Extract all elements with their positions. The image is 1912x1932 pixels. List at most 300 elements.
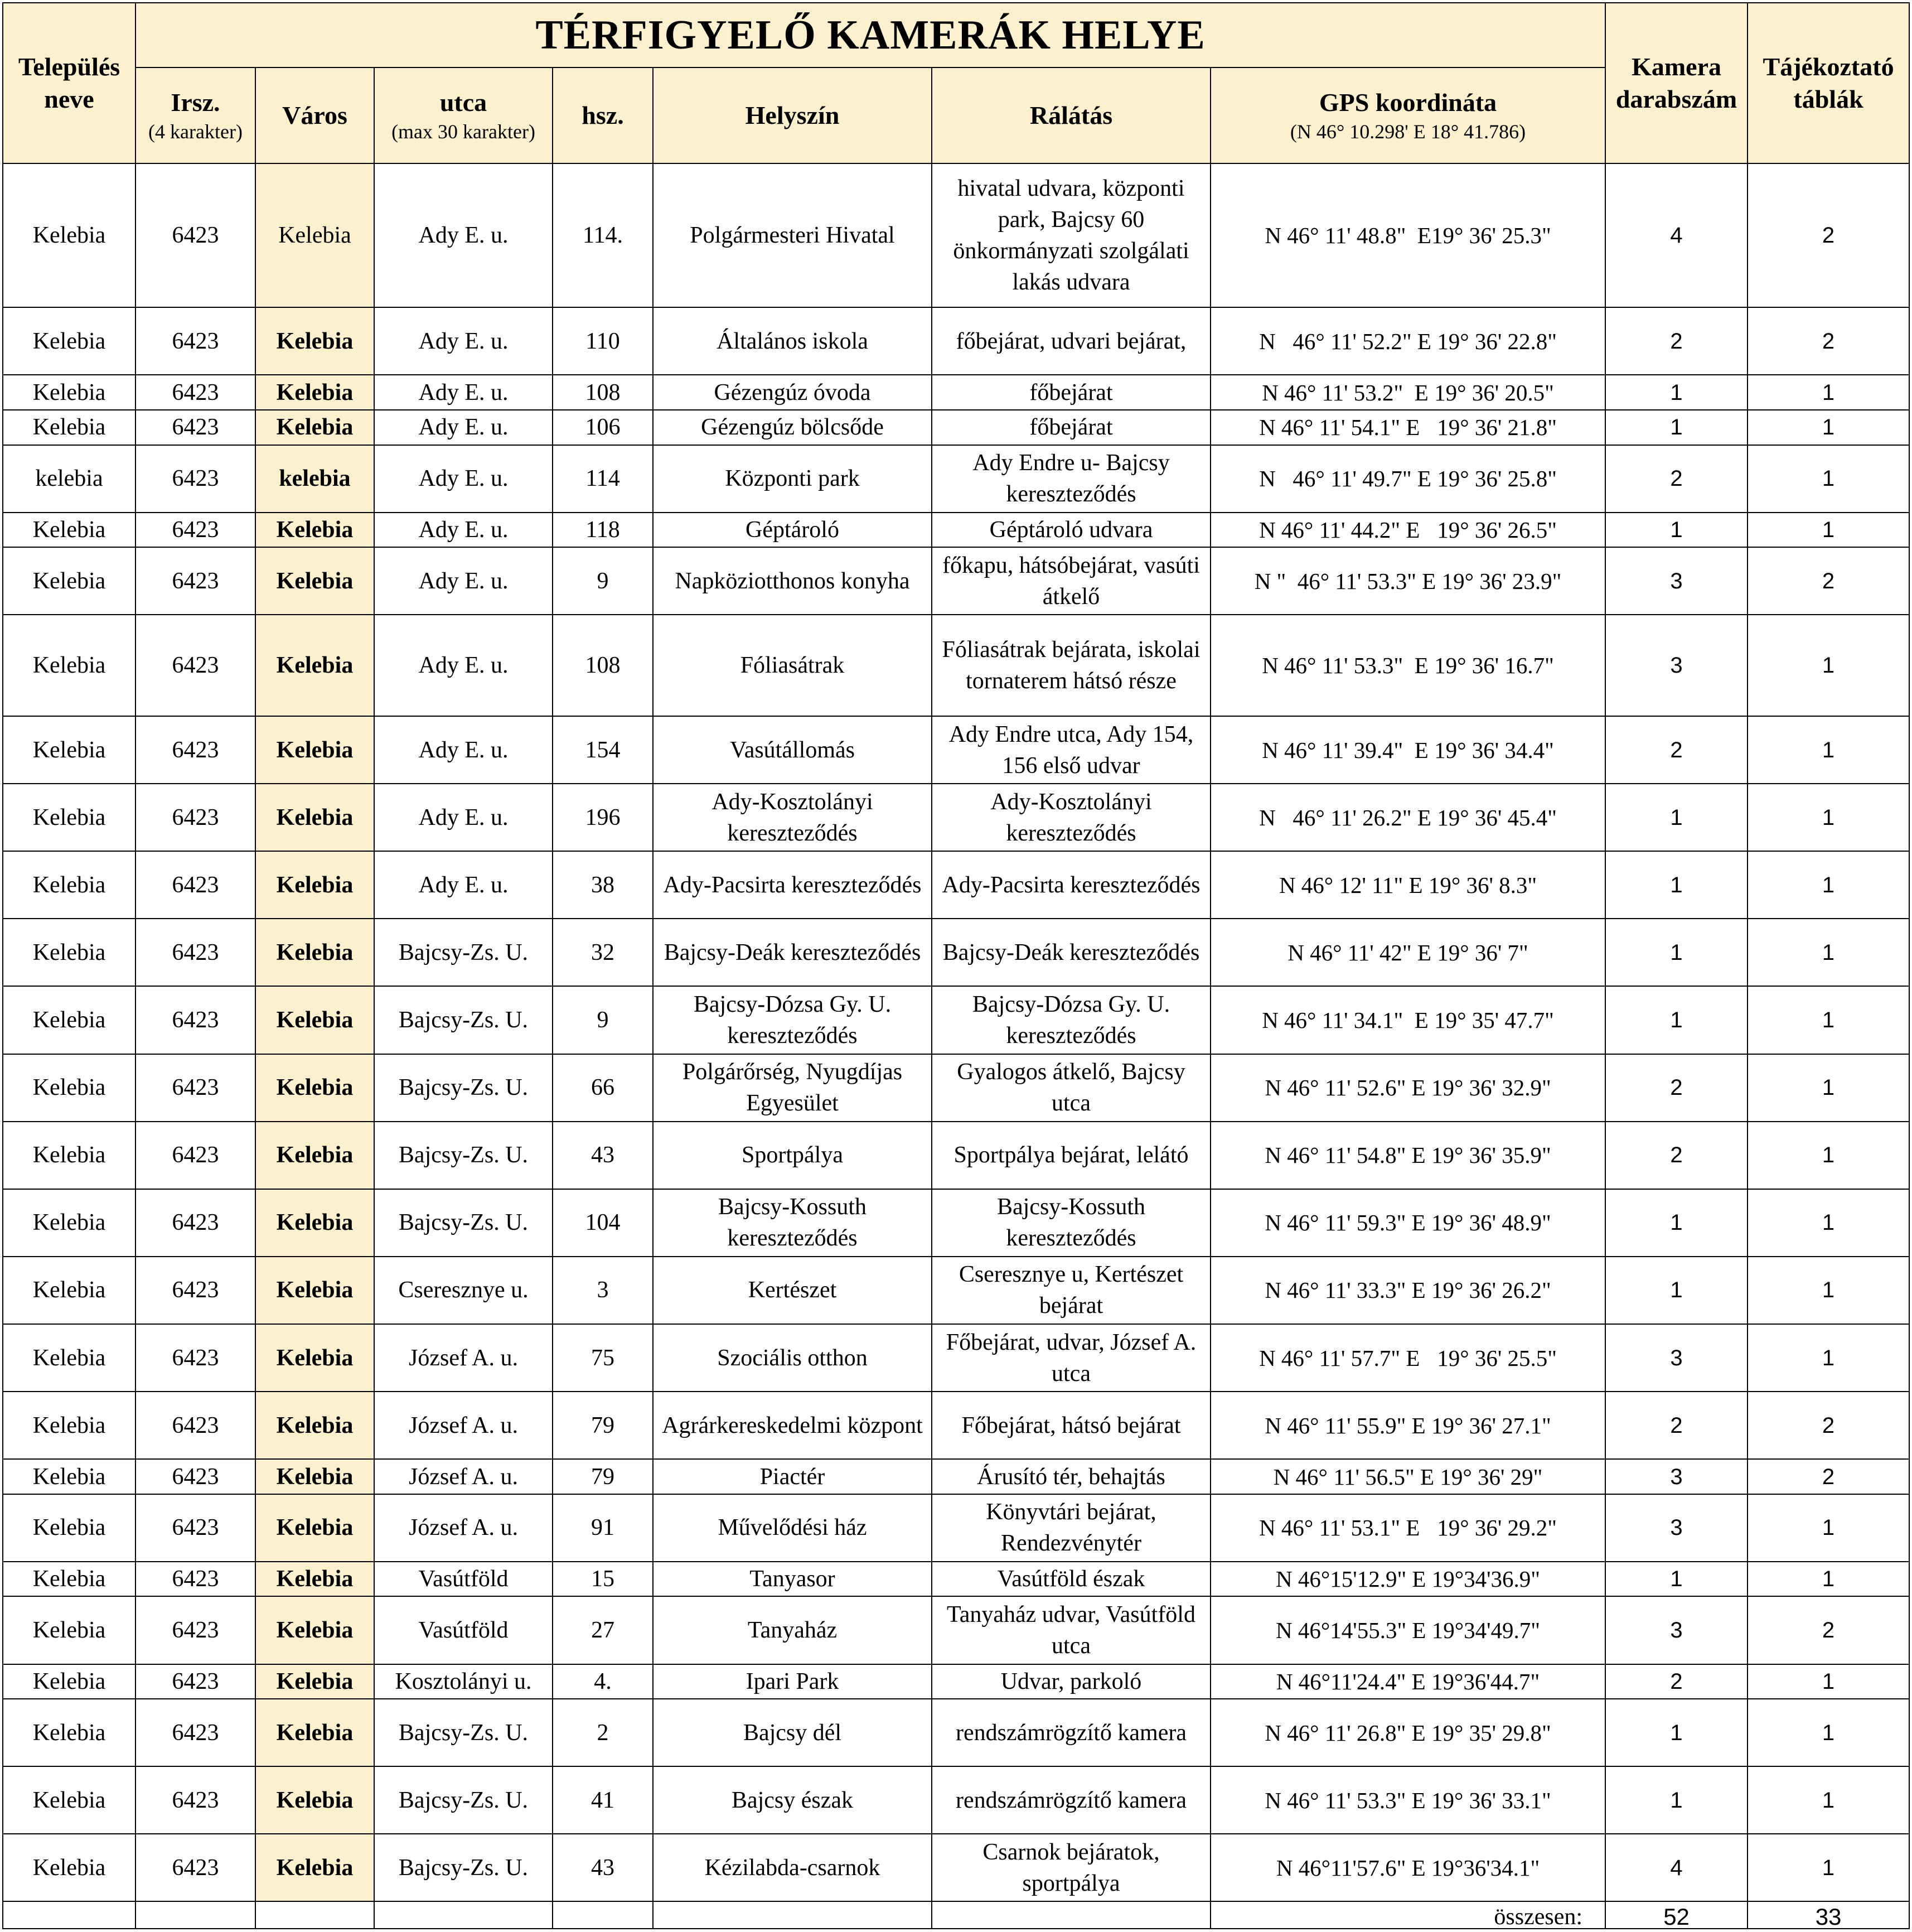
cell-ralatas: Bajcsy-Kossuth kereszteződés bbox=[932, 1189, 1211, 1257]
cell-helyszin: Tanyaház bbox=[653, 1596, 932, 1664]
cell-irsz: 6423 bbox=[135, 919, 255, 986]
table-row bbox=[3, 919, 1909, 986]
cell-varos: Kelebia bbox=[255, 1494, 374, 1562]
cell-utca: Bajcsy-Zs. U. bbox=[374, 986, 553, 1054]
table-row bbox=[3, 1189, 1909, 1257]
cell-ralatas: Főbejárat, hátsó bejárat bbox=[932, 1392, 1211, 1459]
cell-irsz: 6423 bbox=[135, 716, 255, 784]
cell-irsz: 6423 bbox=[135, 1562, 255, 1597]
cell-utca: József A. u. bbox=[374, 1392, 553, 1459]
cell-hsz: 106 bbox=[553, 410, 653, 445]
cell-ralatas: Ady-Kosztolányi kereszteződés bbox=[932, 784, 1211, 851]
cell-helyszin: Kertészet bbox=[653, 1257, 932, 1324]
cell-utca: József A. u. bbox=[374, 1459, 553, 1494]
cell-hsz: 15 bbox=[553, 1562, 653, 1597]
cell-telepules: Kelebia bbox=[3, 547, 135, 615]
cell-gps: N 46° 11' 52.6" E 19° 36' 32.9" bbox=[1211, 1054, 1605, 1122]
cell-irsz: 6423 bbox=[135, 1834, 255, 1901]
table-row bbox=[3, 1562, 1909, 1597]
totals-row bbox=[3, 1901, 1909, 1929]
cell-ralatas: főkapu, hátsóbejárat, vasúti átkelő bbox=[932, 547, 1211, 615]
col-header-varos: Város bbox=[255, 67, 374, 163]
cell-varos: Kelebia bbox=[255, 307, 374, 375]
cell-hsz: 79 bbox=[553, 1459, 653, 1494]
cell-tablak: 1 bbox=[1748, 1122, 1909, 1189]
cell-gps: N 46°11'24.4" E 19°36'44.7" bbox=[1211, 1664, 1605, 1699]
table-row bbox=[3, 615, 1909, 716]
table-row bbox=[3, 1122, 1909, 1189]
cell-irsz: 6423 bbox=[135, 1324, 255, 1392]
cell-tablak: 1 bbox=[1748, 1766, 1909, 1834]
cell-gps: N 46° 11' 34.1" E 19° 35' 47.7" bbox=[1211, 986, 1605, 1054]
cell-helyszin: Polgárőrség, Nyugdíjas Egyesület bbox=[653, 1054, 932, 1122]
cell-telepules: Kelebia bbox=[3, 163, 135, 307]
empty-cell bbox=[3, 1901, 135, 1929]
cell-helyszin: Művelődési ház bbox=[653, 1494, 932, 1562]
cell-irsz: 6423 bbox=[135, 784, 255, 851]
cell-hsz: 154 bbox=[553, 716, 653, 784]
cell-helyszin: Bajcsy dél bbox=[653, 1699, 932, 1766]
cell-gps: N 46° 11' 52.2" E 19° 36' 22.8" bbox=[1211, 307, 1605, 375]
cell-irsz: 6423 bbox=[135, 1766, 255, 1834]
table-row bbox=[3, 375, 1909, 410]
cell-hsz: 38 bbox=[553, 851, 653, 919]
table-row bbox=[3, 163, 1909, 307]
cell-gps: N 46° 11' 55.9" E 19° 36' 27.1" bbox=[1211, 1392, 1605, 1459]
col-header-kamera: Kamera darabszám bbox=[1605, 3, 1748, 163]
cell-telepules: Kelebia bbox=[3, 1324, 135, 1392]
cell-varos: Kelebia bbox=[255, 1189, 374, 1257]
cell-utca: Ady E. u. bbox=[374, 513, 553, 548]
col-header-utca-note: (max 30 karakter) bbox=[391, 120, 535, 143]
cell-gps: N 46° 11' 48.8" E19° 36' 25.3" bbox=[1211, 163, 1605, 307]
table-row bbox=[3, 716, 1909, 784]
cell-tablak: 2 bbox=[1748, 307, 1909, 375]
cell-telepules: Kelebia bbox=[3, 307, 135, 375]
table-row bbox=[3, 1766, 1909, 1834]
cell-hsz: 3 bbox=[553, 1257, 653, 1324]
cell-irsz: 6423 bbox=[135, 1494, 255, 1562]
cell-utca: Bajcsy-Zs. U. bbox=[374, 1834, 553, 1901]
cell-kamera: 1 bbox=[1605, 410, 1748, 445]
cell-gps: N 46° 11' 56.5" E 19° 36' 29" bbox=[1211, 1459, 1605, 1494]
cell-utca: Bajcsy-Zs. U. bbox=[374, 1699, 553, 1766]
cell-irsz: 6423 bbox=[135, 410, 255, 445]
cell-gps: N 46° 11' 59.3" E 19° 36' 48.9" bbox=[1211, 1189, 1605, 1257]
cell-gps: N 46° 11' 54.1" E 19° 36' 21.8" bbox=[1211, 410, 1605, 445]
cell-ralatas: Cseresznye u, Kertészet bejárat bbox=[932, 1257, 1211, 1324]
col-header-ralatas: Rálátás bbox=[932, 67, 1211, 163]
cell-tablak: 1 bbox=[1748, 1257, 1909, 1324]
cell-irsz: 6423 bbox=[135, 163, 255, 307]
cell-hsz: 4. bbox=[553, 1664, 653, 1699]
cell-kamera: 1 bbox=[1605, 851, 1748, 919]
cell-hsz: 118 bbox=[553, 513, 653, 548]
cell-gps: N 46° 11' 49.7" E 19° 36' 25.8" bbox=[1211, 445, 1605, 513]
cell-gps: N 46° 11' 53.2" E 19° 36' 20.5" bbox=[1211, 375, 1605, 410]
cell-utca: Ady E. u. bbox=[374, 547, 553, 615]
cell-telepules: Kelebia bbox=[3, 1664, 135, 1699]
cell-irsz: 6423 bbox=[135, 1392, 255, 1459]
cell-telepules: Kelebia bbox=[3, 716, 135, 784]
cell-utca: Ady E. u. bbox=[374, 307, 553, 375]
cell-ralatas: Sportpálya bejárat, lelátó bbox=[932, 1122, 1211, 1189]
cell-telepules: Kelebia bbox=[3, 784, 135, 851]
cell-ralatas: Bajcsy-Dózsa Gy. U. kereszteződés bbox=[932, 986, 1211, 1054]
cell-varos: Kelebia bbox=[255, 547, 374, 615]
col-header-utca bbox=[374, 67, 553, 163]
cell-gps: N 46°14'55.3" E 19°34'49.7" bbox=[1211, 1596, 1605, 1664]
cell-kamera: 2 bbox=[1605, 1054, 1748, 1122]
table-row bbox=[3, 1834, 1909, 1901]
cell-telepules: Kelebia bbox=[3, 1766, 135, 1834]
cell-gps: N 46° 11' 54.8" E 19° 36' 35.9" bbox=[1211, 1122, 1605, 1189]
cell-telepules: Kelebia bbox=[3, 1834, 135, 1901]
camera-locations-table bbox=[2, 2, 1910, 1929]
cell-kamera: 3 bbox=[1605, 1494, 1748, 1562]
col-header-helyszin: Helyszín bbox=[653, 67, 932, 163]
cell-ralatas: hivatal udvara, központi park, Bajcsy 60 önkormányzati szolgálati lakás udvara bbox=[932, 163, 1211, 307]
cell-tablak: 1 bbox=[1748, 851, 1909, 919]
cell-helyszin: Ady-Kosztolányi kereszteződés bbox=[653, 784, 932, 851]
cell-gps: N 46° 11' 26.2" E 19° 36' 45.4" bbox=[1211, 784, 1605, 851]
cell-telepules: Kelebia bbox=[3, 1392, 135, 1459]
col-header-gps bbox=[1211, 67, 1605, 163]
cell-utca: Bajcsy-Zs. U. bbox=[374, 1054, 553, 1122]
cell-varos: Kelebia bbox=[255, 1054, 374, 1122]
cell-hsz: 41 bbox=[553, 1766, 653, 1834]
cell-ralatas: Főbejárat, udvar, József A. utca bbox=[932, 1324, 1211, 1392]
cell-ralatas: rendszámrögzítő kamera bbox=[932, 1699, 1211, 1766]
cell-tablak: 2 bbox=[1748, 1459, 1909, 1494]
cell-hsz: 108 bbox=[553, 615, 653, 716]
col-header-gps-note: (N 46° 10.298' E 18° 41.786) bbox=[1290, 120, 1526, 143]
cell-irsz: 6423 bbox=[135, 1459, 255, 1494]
cell-kamera: 3 bbox=[1605, 1459, 1748, 1494]
empty-cell bbox=[374, 1901, 553, 1929]
cell-helyszin: Bajcsy-Kossuth kereszteződés bbox=[653, 1189, 932, 1257]
cell-kamera: 3 bbox=[1605, 1324, 1748, 1392]
cell-irsz: 6423 bbox=[135, 375, 255, 410]
cell-irsz: 6423 bbox=[135, 1257, 255, 1324]
cell-tablak: 1 bbox=[1748, 986, 1909, 1054]
cell-helyszin: Ady-Pacsirta kereszteződés bbox=[653, 851, 932, 919]
totals-kamera: 52 bbox=[1605, 1901, 1748, 1929]
cell-kamera: 3 bbox=[1605, 547, 1748, 615]
table-row bbox=[3, 1054, 1909, 1122]
cell-hsz: 43 bbox=[553, 1122, 653, 1189]
cell-utca: Ady E. u. bbox=[374, 716, 553, 784]
cell-telepules: Kelebia bbox=[3, 1122, 135, 1189]
cell-helyszin: Szociális otthon bbox=[653, 1324, 932, 1392]
cell-kamera: 1 bbox=[1605, 1562, 1748, 1597]
cell-utca: Vasútföld bbox=[374, 1562, 553, 1597]
cell-ralatas: Bajcsy-Deák kereszteződés bbox=[932, 919, 1211, 986]
cell-telepules: Kelebia bbox=[3, 1189, 135, 1257]
cell-utca: József A. u. bbox=[374, 1324, 553, 1392]
cell-tablak: 2 bbox=[1748, 547, 1909, 615]
cell-tablak: 2 bbox=[1748, 1596, 1909, 1664]
cell-varos: Kelebia bbox=[255, 513, 374, 548]
cell-utca: Bajcsy-Zs. U. bbox=[374, 919, 553, 986]
cell-varos: Kelebia bbox=[255, 1392, 374, 1459]
cell-helyszin: Kézilabda-csarnok bbox=[653, 1834, 932, 1901]
cell-hsz: 75 bbox=[553, 1324, 653, 1392]
cell-kamera: 4 bbox=[1605, 163, 1748, 307]
cell-gps: N 46° 11' 42" E 19° 36' 7" bbox=[1211, 919, 1605, 986]
cell-tablak: 1 bbox=[1748, 375, 1909, 410]
cell-kamera: 2 bbox=[1605, 1664, 1748, 1699]
table-body bbox=[3, 163, 1909, 1929]
table-row bbox=[3, 307, 1909, 375]
col-header-irsz bbox=[135, 67, 255, 163]
cell-telepules: Kelebia bbox=[3, 919, 135, 986]
cell-gps: N 46° 11' 57.7" E 19° 36' 25.5" bbox=[1211, 1324, 1605, 1392]
cell-tablak: 1 bbox=[1748, 1054, 1909, 1122]
cell-hsz: 2 bbox=[553, 1699, 653, 1766]
cell-utca: Ady E. u. bbox=[374, 410, 553, 445]
cell-ralatas: főbejárat, udvari bejárat, bbox=[932, 307, 1211, 375]
table-row bbox=[3, 1257, 1909, 1324]
cell-telepules: Kelebia bbox=[3, 1596, 135, 1664]
cell-varos: Kelebia bbox=[255, 1562, 374, 1597]
cell-helyszin: Gézengúz óvoda bbox=[653, 375, 932, 410]
cell-kamera: 3 bbox=[1605, 1596, 1748, 1664]
cell-hsz: 79 bbox=[553, 1392, 653, 1459]
cell-telepules: Kelebia bbox=[3, 410, 135, 445]
cell-helyszin: Ipari Park bbox=[653, 1664, 932, 1699]
cell-gps: N 46°15'12.9" E 19°34'36.9" bbox=[1211, 1562, 1605, 1597]
cell-varos: Kelebia bbox=[255, 1324, 374, 1392]
cell-irsz: 6423 bbox=[135, 445, 255, 513]
cell-tablak: 1 bbox=[1748, 1699, 1909, 1766]
table-row bbox=[3, 410, 1909, 445]
col-header-utca-label: utca bbox=[439, 88, 487, 117]
cell-hsz: 110 bbox=[553, 307, 653, 375]
cell-varos: Kelebia bbox=[255, 1766, 374, 1834]
cell-irsz: 6423 bbox=[135, 513, 255, 548]
cell-helyszin: Géptároló bbox=[653, 513, 932, 548]
cell-utca: Ady E. u. bbox=[374, 784, 553, 851]
cell-irsz: 6423 bbox=[135, 851, 255, 919]
table-header bbox=[3, 3, 1909, 163]
empty-cell bbox=[135, 1901, 255, 1929]
cell-telepules: Kelebia bbox=[3, 1257, 135, 1324]
cell-tablak: 2 bbox=[1748, 1392, 1909, 1459]
cell-tablak: 1 bbox=[1748, 716, 1909, 784]
cell-ralatas: Csarnok bejáratok, sportpálya bbox=[932, 1834, 1211, 1901]
cell-utca: Bajcsy-Zs. U. bbox=[374, 1189, 553, 1257]
cell-utca: Kosztolányi u. bbox=[374, 1664, 553, 1699]
cell-varos: Kelebia bbox=[255, 851, 374, 919]
cell-helyszin: Piactér bbox=[653, 1459, 932, 1494]
table-row bbox=[3, 1459, 1909, 1494]
cell-tablak: 1 bbox=[1748, 1664, 1909, 1699]
cell-varos: kelebia bbox=[255, 445, 374, 513]
cell-telepules: Kelebia bbox=[3, 375, 135, 410]
col-header-irsz-label: Irsz. bbox=[171, 88, 220, 117]
cell-kamera: 4 bbox=[1605, 1834, 1748, 1901]
cell-telepules: Kelebia bbox=[3, 513, 135, 548]
cell-varos: Kelebia bbox=[255, 615, 374, 716]
cell-tablak: 1 bbox=[1748, 1324, 1909, 1392]
cell-kamera: 1 bbox=[1605, 784, 1748, 851]
empty-cell bbox=[255, 1901, 374, 1929]
cell-helyszin: Bajcsy-Dózsa Gy. U. kereszteződés bbox=[653, 986, 932, 1054]
cell-kamera: 1 bbox=[1605, 1189, 1748, 1257]
cell-varos: Kelebia bbox=[255, 716, 374, 784]
cell-telepules: Kelebia bbox=[3, 1459, 135, 1494]
cell-varos: Kelebia bbox=[255, 784, 374, 851]
cell-helyszin: Fóliasátrak bbox=[653, 615, 932, 716]
cell-utca: Ady E. u. bbox=[374, 445, 553, 513]
cell-varos: Kelebia bbox=[255, 1664, 374, 1699]
cell-hsz: 114. bbox=[553, 163, 653, 307]
cell-hsz: 114 bbox=[553, 445, 653, 513]
table-row bbox=[3, 513, 1909, 548]
cell-telepules: Kelebia bbox=[3, 851, 135, 919]
col-header-hsz: hsz. bbox=[553, 67, 653, 163]
cell-hsz: 27 bbox=[553, 1596, 653, 1664]
cell-gps: N 46° 12' 11" E 19° 36' 8.3" bbox=[1211, 851, 1605, 919]
cell-varos: Kelebia bbox=[255, 919, 374, 986]
table-row bbox=[3, 1664, 1909, 1699]
cell-irsz: 6423 bbox=[135, 986, 255, 1054]
cell-hsz: 9 bbox=[553, 547, 653, 615]
cell-tablak: 1 bbox=[1748, 1562, 1909, 1597]
table-row bbox=[3, 1699, 1909, 1766]
cell-tablak: 1 bbox=[1748, 513, 1909, 548]
cell-helyszin: Agrárkereskedelmi központ bbox=[653, 1392, 932, 1459]
cell-helyszin: Napköziotthonos konyha bbox=[653, 547, 932, 615]
cell-tablak: 1 bbox=[1748, 1189, 1909, 1257]
cell-kamera: 2 bbox=[1605, 1392, 1748, 1459]
cell-helyszin: Bajcsy észak bbox=[653, 1766, 932, 1834]
table-row bbox=[3, 1494, 1909, 1562]
empty-cell bbox=[932, 1901, 1211, 1929]
cell-irsz: 6423 bbox=[135, 1699, 255, 1766]
cell-varos: Kelebia bbox=[255, 986, 374, 1054]
cell-helyszin: Tanyasor bbox=[653, 1562, 932, 1597]
cell-ralatas: Tanyaház udvar, Vasútföld utca bbox=[932, 1596, 1211, 1664]
cell-helyszin: Gézengúz bölcsőde bbox=[653, 410, 932, 445]
cell-kamera: 1 bbox=[1605, 375, 1748, 410]
cell-tablak: 1 bbox=[1748, 1494, 1909, 1562]
cell-kamera: 1 bbox=[1605, 1766, 1748, 1834]
cell-irsz: 6423 bbox=[135, 547, 255, 615]
cell-hsz: 108 bbox=[553, 375, 653, 410]
cell-ralatas: Ady Endre u- Bajcsy kereszteződés bbox=[932, 445, 1211, 513]
empty-cell bbox=[653, 1901, 932, 1929]
cell-utca: Cseresznye u. bbox=[374, 1257, 553, 1324]
cell-kamera: 2 bbox=[1605, 716, 1748, 784]
cell-telepules: Kelebia bbox=[3, 1562, 135, 1597]
cell-hsz: 32 bbox=[553, 919, 653, 986]
cell-telepules: Kelebia bbox=[3, 1494, 135, 1562]
cell-ralatas: Géptároló udvara bbox=[932, 513, 1211, 548]
cell-telepules: kelebia bbox=[3, 445, 135, 513]
cell-gps: N 46° 11' 53.3" E 19° 36' 16.7" bbox=[1211, 615, 1605, 716]
cell-helyszin: Központi park bbox=[653, 445, 932, 513]
cell-helyszin: Bajcsy-Deák kereszteződés bbox=[653, 919, 932, 986]
col-header-gps-label: GPS koordináta bbox=[1319, 88, 1497, 117]
cell-utca: József A. u. bbox=[374, 1494, 553, 1562]
cell-varos: Kelebia bbox=[255, 375, 374, 410]
cell-kamera: 1 bbox=[1605, 986, 1748, 1054]
table-row bbox=[3, 986, 1909, 1054]
cell-tablak: 1 bbox=[1748, 445, 1909, 513]
cell-tablak: 1 bbox=[1748, 615, 1909, 716]
cell-irsz: 6423 bbox=[135, 1664, 255, 1699]
cell-hsz: 91 bbox=[553, 1494, 653, 1562]
table-row bbox=[3, 1392, 1909, 1459]
empty-cell bbox=[553, 1901, 653, 1929]
cell-ralatas: Árusító tér, behajtás bbox=[932, 1459, 1211, 1494]
cell-ralatas: Fóliasátrak bejárata, iskolai tornaterem hátsó része bbox=[932, 615, 1211, 716]
cell-utca: Ady E. u. bbox=[374, 615, 553, 716]
cell-telepules: Kelebia bbox=[3, 615, 135, 716]
cell-ralatas: Ady Endre utca, Ady 154, 156 első udvar bbox=[932, 716, 1211, 784]
cell-gps: N 46° 11' 33.3" E 19° 36' 26.2" bbox=[1211, 1257, 1605, 1324]
cell-ralatas: Gyalogos átkelő, Bajcsy utca bbox=[932, 1054, 1211, 1122]
cell-kamera: 3 bbox=[1605, 615, 1748, 716]
cell-gps: N 46° 11' 53.1" E 19° 36' 29.2" bbox=[1211, 1494, 1605, 1562]
cell-ralatas: Ady-Pacsirta kereszteződés bbox=[932, 851, 1211, 919]
table-row bbox=[3, 1324, 1909, 1392]
cell-kamera: 1 bbox=[1605, 1257, 1748, 1324]
cell-ralatas: főbejárat bbox=[932, 375, 1211, 410]
cell-ralatas: Vasútföld észak bbox=[932, 1562, 1211, 1597]
cell-irsz: 6423 bbox=[135, 307, 255, 375]
col-header-tablak: Tájékoztató táblák bbox=[1748, 3, 1909, 163]
cell-ralatas: rendszámrögzítő kamera bbox=[932, 1766, 1211, 1834]
cell-gps: N 46° 11' 44.2" E 19° 36' 26.5" bbox=[1211, 513, 1605, 548]
cell-varos: Kelebia bbox=[255, 1596, 374, 1664]
cell-gps: N 46° 11' 39.4" E 19° 36' 34.4" bbox=[1211, 716, 1605, 784]
cell-kamera: 2 bbox=[1605, 445, 1748, 513]
table-row bbox=[3, 784, 1909, 851]
cell-hsz: 104 bbox=[553, 1189, 653, 1257]
cell-irsz: 6423 bbox=[135, 1189, 255, 1257]
cell-kamera: 2 bbox=[1605, 1122, 1748, 1189]
cell-telepules: Kelebia bbox=[3, 986, 135, 1054]
col-header-telepules: Település neve bbox=[3, 3, 135, 163]
cell-telepules: Kelebia bbox=[3, 1699, 135, 1766]
table-row bbox=[3, 547, 1909, 615]
cell-varos: Kelebia bbox=[255, 1834, 374, 1901]
cell-irsz: 6423 bbox=[135, 1596, 255, 1664]
col-header-irsz-note: (4 karakter) bbox=[148, 120, 243, 143]
cell-utca: Ady E. u. bbox=[374, 163, 553, 307]
cell-varos: Kelebia bbox=[255, 410, 374, 445]
cell-hsz: 43 bbox=[553, 1834, 653, 1901]
cell-helyszin: Sportpálya bbox=[653, 1122, 932, 1189]
cell-utca: Ady E. u. bbox=[374, 851, 553, 919]
table-row bbox=[3, 1596, 1909, 1664]
cell-hsz: 9 bbox=[553, 986, 653, 1054]
cell-varos: Kelebia bbox=[255, 1122, 374, 1189]
cell-ralatas: Könyvtári bejárat, Rendezvénytér bbox=[932, 1494, 1211, 1562]
cell-irsz: 6423 bbox=[135, 615, 255, 716]
cell-helyszin: Polgármesteri Hivatal bbox=[653, 163, 932, 307]
totals-tablak: 33 bbox=[1748, 1901, 1909, 1929]
cell-irsz: 6423 bbox=[135, 1122, 255, 1189]
cell-tablak: 1 bbox=[1748, 919, 1909, 986]
cell-tablak: 2 bbox=[1748, 163, 1909, 307]
cell-utca: Vasútföld bbox=[374, 1596, 553, 1664]
cell-irsz: 6423 bbox=[135, 1054, 255, 1122]
cell-gps: N 46° 11' 26.8" E 19° 35' 29.8" bbox=[1211, 1699, 1605, 1766]
